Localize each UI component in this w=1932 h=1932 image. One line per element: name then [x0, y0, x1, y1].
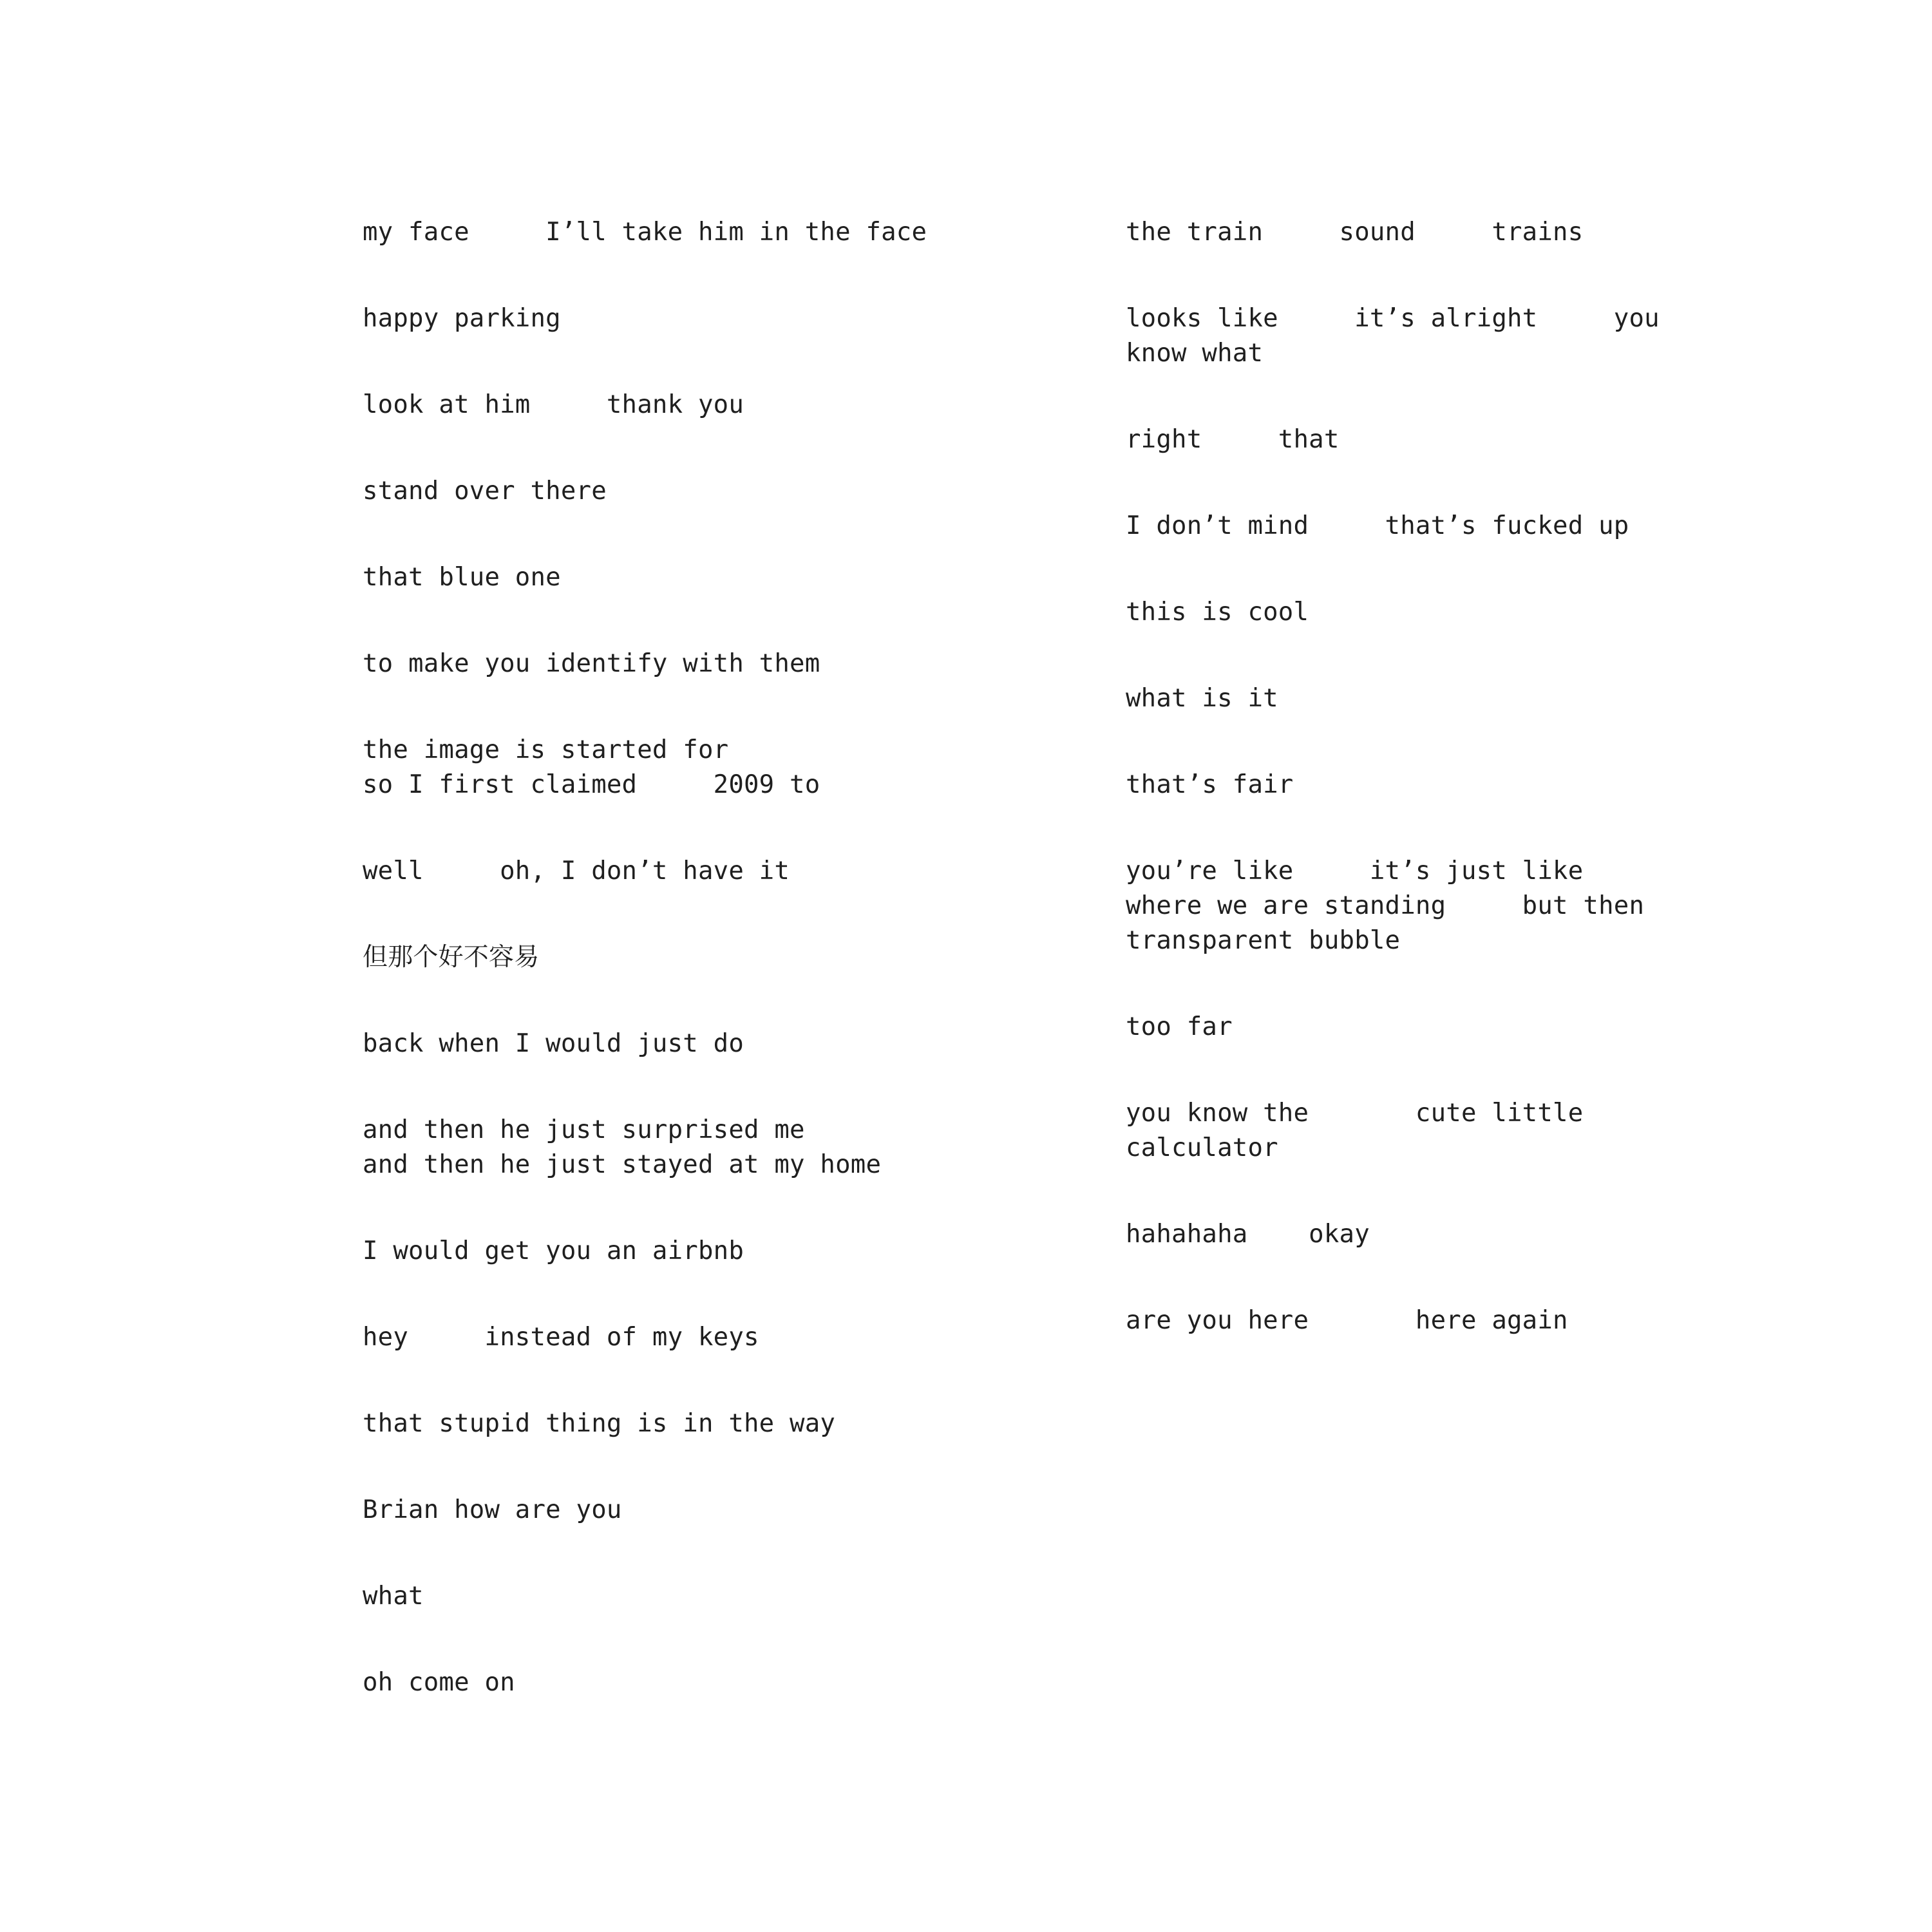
text-line: stand over there	[363, 477, 607, 506]
text-line: looks like it’s alright you	[1126, 304, 1660, 333]
text-line: are you here here again	[1126, 1306, 1568, 1335]
stanza	[363, 474, 1084, 509]
text-line: too far	[1126, 1012, 1233, 1041]
text-line: where we are standing but then	[1126, 891, 1645, 920]
stanza	[1126, 854, 1705, 958]
stanza	[1126, 768, 1705, 802]
text-line: I don’t mind that’s fucked up	[1126, 511, 1629, 540]
stanza	[363, 215, 1084, 250]
stanza	[363, 1665, 1084, 1700]
text-line: you know the cute little	[1126, 1099, 1584, 1128]
text-line: that’s fair	[1126, 770, 1294, 799]
text-line: so I first claimed 2009 to	[363, 770, 820, 799]
stanza	[1126, 681, 1705, 716]
text-line: right that	[1126, 425, 1340, 454]
text-line: know what	[1126, 339, 1264, 368]
text-line: to make you identify with them	[363, 649, 820, 678]
text-line: and then he just surprised me	[363, 1115, 805, 1144]
stanza	[363, 560, 1084, 595]
text-line: well oh, I don’t have it	[363, 857, 790, 886]
stanza	[1126, 509, 1705, 544]
text-line: hey instead of my keys	[363, 1323, 759, 1352]
stanza	[363, 1113, 1084, 1182]
stanza	[1126, 215, 1705, 250]
text-line: Brian how are you	[363, 1495, 622, 1524]
left-text-column	[363, 215, 1084, 1752]
text-line: 但那个好不容易	[363, 943, 540, 972]
text-line: what is it	[1126, 684, 1278, 713]
stanza	[1126, 1217, 1705, 1252]
stanza	[1126, 422, 1705, 457]
stanza	[363, 1234, 1084, 1269]
text-line: and then he just stayed at my home	[363, 1150, 882, 1179]
text-line: what	[363, 1582, 424, 1611]
stanza	[1126, 1096, 1705, 1166]
text-line: happy parking	[363, 304, 561, 333]
text-line: oh come on	[363, 1668, 515, 1697]
text-line: calculator	[1126, 1133, 1278, 1162]
text-line: that blue one	[363, 563, 561, 592]
stanza	[363, 733, 1084, 802]
text-line: hahahaha okay	[1126, 1220, 1370, 1249]
stanza	[363, 1493, 1084, 1528]
stanza	[363, 1579, 1084, 1614]
stanza	[1126, 1303, 1705, 1338]
text-line: my face I’ll take him in the face	[363, 218, 927, 247]
stanza	[363, 854, 1084, 889]
text-line: transparent bubble	[1126, 926, 1401, 955]
stanza	[363, 1027, 1084, 1061]
stanza	[363, 388, 1084, 422]
right-text-column	[1126, 215, 1705, 1390]
text-line: the train sound trains	[1126, 218, 1584, 247]
text-line: this is cool	[1126, 598, 1309, 627]
stanza	[363, 301, 1084, 336]
text-line: look at him thank you	[363, 390, 744, 419]
text-line: the image is started for	[363, 735, 729, 764]
text-line: back when I would just do	[363, 1029, 744, 1058]
text-line: that stupid thing is in the way	[363, 1409, 836, 1438]
text-line: I would get you an airbnb	[363, 1236, 744, 1265]
stanza	[363, 1406, 1084, 1441]
stanza	[363, 647, 1084, 681]
stanza	[1126, 595, 1705, 630]
stanza	[363, 1320, 1084, 1355]
stanza	[1126, 1010, 1705, 1045]
text-line: you’re like it’s just like	[1126, 857, 1584, 886]
stanza	[363, 940, 1084, 975]
stanza	[1126, 301, 1705, 371]
